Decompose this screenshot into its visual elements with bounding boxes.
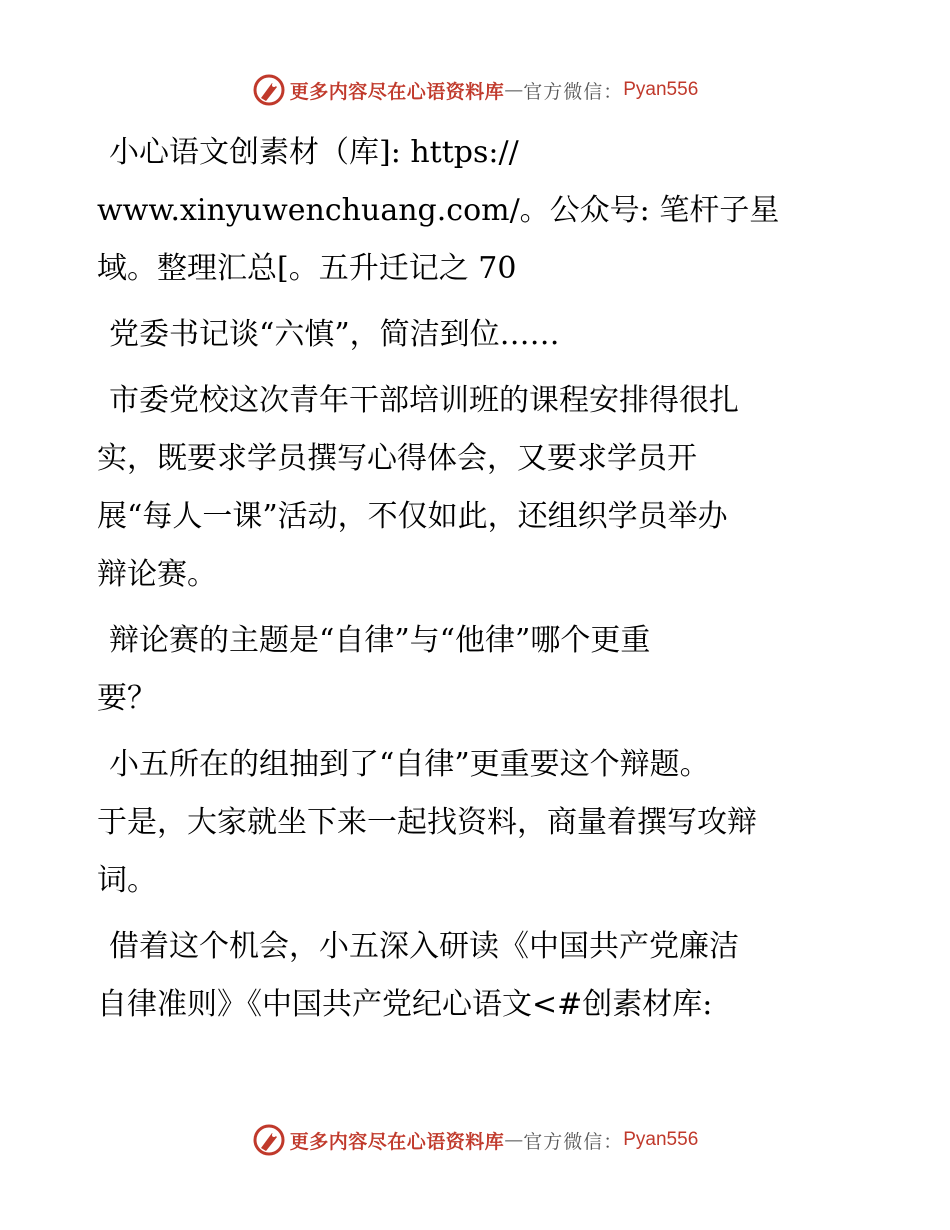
banner-slogan: 更多内容尽在心语资料库 [289,1130,505,1153]
banner-wechat-handle: Pyan556 [623,1129,699,1150]
footer-watermark-banner [0,1118,950,1162]
paragraph-title: 党委书记谈“六慎”，简洁到位…… [109,317,560,352]
document-body [97,124,877,1042]
paragraph-body: 市委党校这次青年干部培训班的课程安排得很扎 实，既要求学员撰写心得体会，又要求学员开 展“每人一课”活动，不仅如此，还组织学员举办 辩论赛。 [97,383,739,592]
paragraph-body: 借着这个机会，小五深入研读《中国共产党廉洁 自律准则》《中国共产党纪心语文<#创素材库: [97,929,739,1022]
banner-official-label: 官方微信： [523,80,624,103]
banner-official-label: 官方微信： [523,1130,624,1153]
pen-nib-seal-icon [252,1123,286,1157]
banner-separator: — [504,1129,524,1151]
banner-wechat-handle: Pyan556 [623,79,699,100]
pen-nib-seal-icon [252,73,286,107]
paragraph-body: 辩论赛的主题是“自律”与“他律”哪个更重 要？ [97,623,651,716]
paragraph-source-note: 小心语文创素材（库]: https:// www.xinyuwenchuang.com/。公众号: 笔杆子星 域。整理汇总[。五升迁记之 70 [97,135,780,286]
banner-separator: — [504,79,524,101]
banner-slogan: 更多内容尽在心语资料库 [289,80,505,103]
paragraph-body: 小五所在的组抽到了“自律”更重要这个辩题。 于是，大家就坐下来一起找资料，商量着撰写攻辩 词。 [97,747,757,898]
header-watermark-banner [0,68,950,112]
